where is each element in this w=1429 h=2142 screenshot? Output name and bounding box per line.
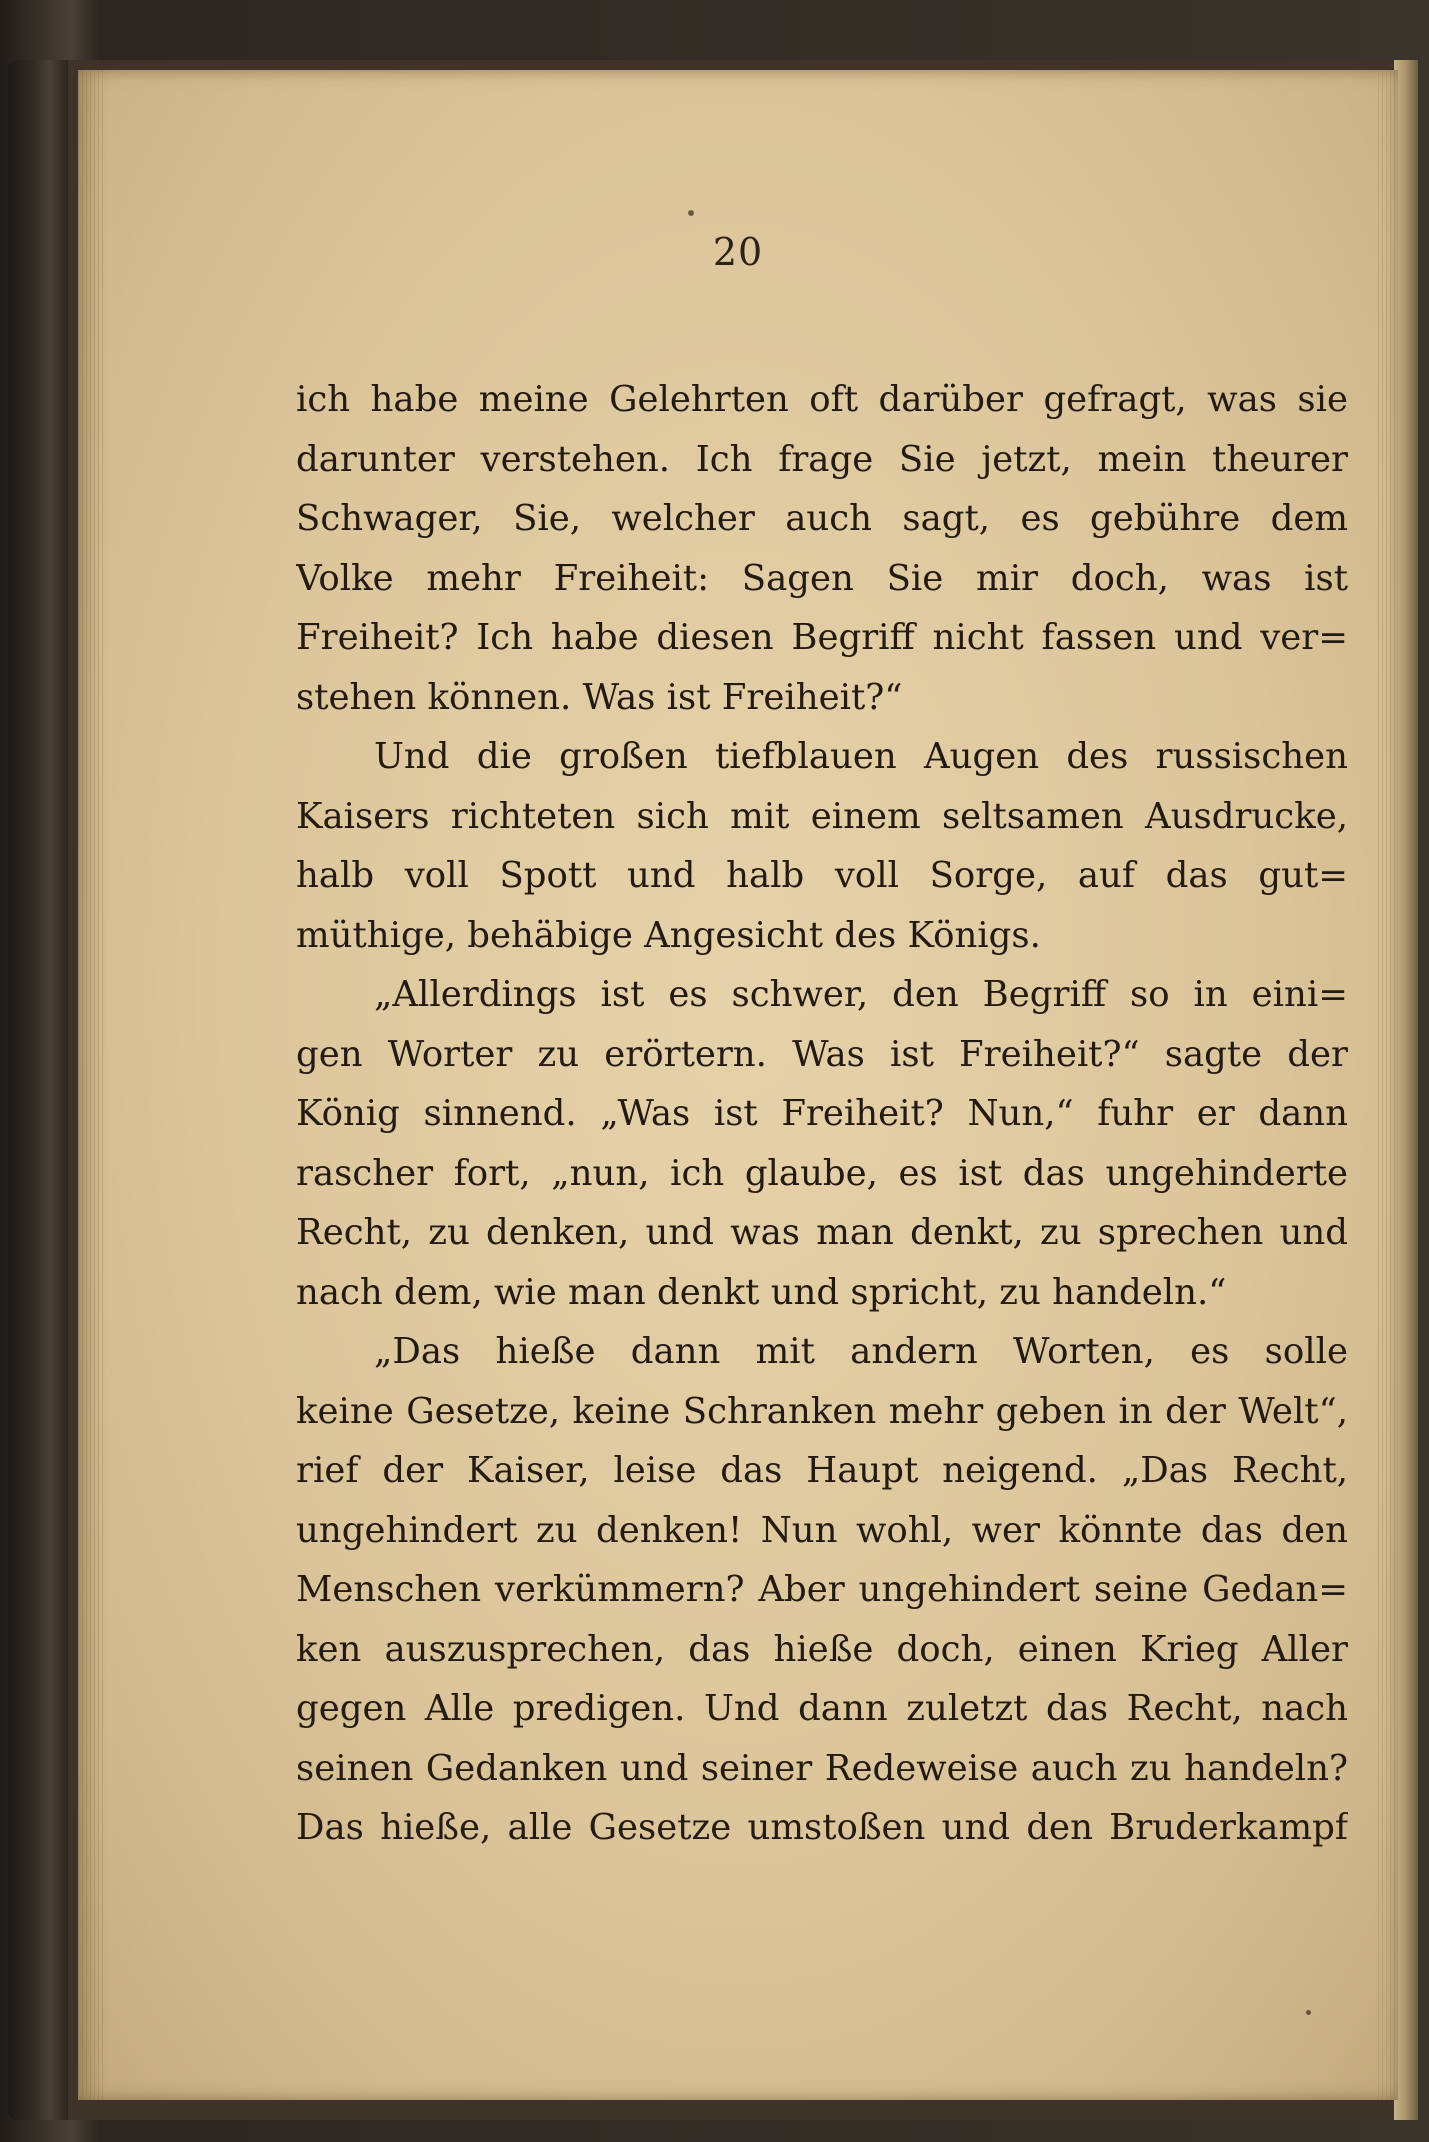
page-edge-right bbox=[1378, 70, 1398, 2100]
text-line: ken auszusprechen, das hieße doch, einen Krieg Aller bbox=[296, 1628, 1348, 1670]
text-line: seinen Gedanken und seiner Redeweise auch zu handeln? bbox=[296, 1747, 1348, 1789]
text-line: „Allerdings ist es schwer, den Begriff so in eini= bbox=[374, 974, 1348, 1015]
text-line: Kaisers richteten sich mit einem seltsamen Ausdrucke, bbox=[296, 795, 1348, 837]
text-line: rief der Kaiser, leise das Haupt neigend. „Das Recht, bbox=[296, 1450, 1348, 1491]
text-line: halb voll Spott und halb voll Sorge, auf das gut= bbox=[296, 855, 1348, 896]
text-line: gegen Alle predigen. Und dann zuletzt das Recht, nach bbox=[296, 1688, 1348, 1729]
text-line: Freiheit? Ich habe diesen Begriff nicht fassen und ver= bbox=[296, 617, 1348, 658]
text-line: müthige, behäbige Angesicht des Königs. bbox=[296, 914, 1041, 956]
paper-speck bbox=[1306, 2010, 1311, 2015]
text-line: nach dem, wie man denkt und spricht, zu handeln.“ bbox=[296, 1271, 1227, 1313]
body-text bbox=[296, 370, 1348, 1858]
paper-speck bbox=[688, 210, 694, 216]
book-spine bbox=[8, 60, 68, 2120]
text-line: „Das hieße dann mit andern Worten, es solle bbox=[374, 1331, 1348, 1372]
text-line: Und die großen tiefblauen Augen des russischen bbox=[374, 736, 1348, 777]
text-line: rascher fort, „nun, ich glaube, es ist das ungehinderte bbox=[296, 1152, 1348, 1194]
text-line: Menschen verkümmern? Aber ungehindert seine Gedan= bbox=[296, 1569, 1348, 1610]
text-line: ich habe meine Gelehrten oft darüber gefragt, was sie bbox=[296, 379, 1348, 420]
page-number: 20 bbox=[712, 230, 764, 274]
text-line: keine Gesetze, keine Schranken mehr geben in der Welt“, bbox=[296, 1390, 1348, 1432]
text-line: Schwager, Sie, welcher auch sagt, es gebühre dem bbox=[296, 498, 1348, 539]
text-line: Recht, zu denken, und was man denkt, zu sprechen und bbox=[296, 1212, 1348, 1253]
text-line: stehen können. Was ist Freiheit?“ bbox=[296, 676, 903, 718]
text-line: darunter verstehen. Ich frage Sie jetzt, mein theurer bbox=[296, 438, 1348, 480]
text-line: gen Worter zu erörtern. Was ist Freiheit?“ sagte der bbox=[296, 1033, 1348, 1075]
text-line: Das hieße, alle Gesetze umstoßen und den Bruderkampf bbox=[296, 1807, 1348, 1848]
text-line: ungehindert zu denken! Nun wohl, wer könnte das den bbox=[296, 1509, 1348, 1551]
book-page bbox=[78, 70, 1398, 2100]
page-edge-left bbox=[78, 70, 104, 2100]
text-line: Volke mehr Freiheit: Sagen Sie mir doch, was ist bbox=[296, 557, 1348, 599]
text-line: König sinnend. „Was ist Freiheit? Nun,“ fuhr er dann bbox=[296, 1093, 1348, 1134]
